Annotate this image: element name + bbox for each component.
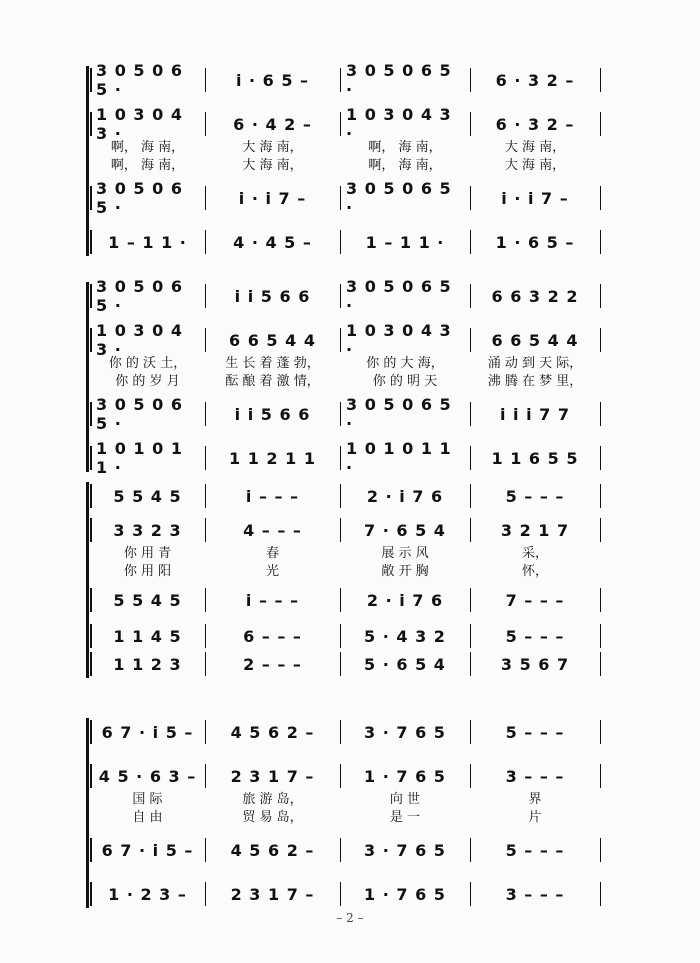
bar-line xyxy=(600,402,601,426)
lyric-line xyxy=(0,154,700,172)
bar-line xyxy=(90,588,92,612)
notation-measure: 5 5 4 5 xyxy=(113,590,182,610)
lyric-measure: 大 海 南， xyxy=(504,140,566,155)
bar-line xyxy=(470,112,471,136)
lyric-line xyxy=(0,136,700,154)
notation-line xyxy=(0,516,700,544)
notation-measure: 3 0 5 0 6 5 · xyxy=(346,395,452,433)
notation-measure: 3 0 5 0 6 5 · xyxy=(346,61,452,99)
bar-line xyxy=(205,624,206,648)
notation-measure: 6 7 · i 5 – xyxy=(101,722,194,742)
notation-measure: 4 – – – xyxy=(243,520,302,540)
bar-line xyxy=(205,484,206,508)
lyric-measure: 你 用 阳 xyxy=(123,564,172,579)
lyric-measure: 国 际 xyxy=(132,792,163,807)
bar-line xyxy=(470,838,471,862)
notation-measure: 1 1 2 3 xyxy=(113,654,182,674)
bar-line xyxy=(340,68,341,92)
notation-measure: 5 – – – xyxy=(505,840,565,860)
notation-measure: 5 – – – xyxy=(505,626,565,646)
notation-line xyxy=(0,395,700,433)
system-bracket xyxy=(86,718,89,908)
notation-measure: 1 · 7 6 5 xyxy=(364,884,446,904)
bar-line xyxy=(340,230,341,254)
notation-measure: 4 5 · 6 3 – xyxy=(98,766,197,786)
bar-line xyxy=(600,484,601,508)
bar-line xyxy=(205,720,206,744)
notation-measure: 1 1 4 5 xyxy=(113,626,182,646)
bar-line xyxy=(470,446,471,470)
lyric-measure: 啊， 海 南， xyxy=(368,140,442,155)
notation-measure: 5 · 4 3 2 xyxy=(364,626,446,646)
bar-line xyxy=(340,882,341,906)
lyric-measure: 你 用 青 xyxy=(123,546,172,561)
notation-measure: 3 · 7 6 5 xyxy=(364,722,446,742)
notation-measure: 3 – – – xyxy=(505,884,565,904)
lyric-measure: 啊， 海 南， xyxy=(110,140,185,155)
bar-line xyxy=(600,518,601,542)
bar-line xyxy=(90,484,92,508)
notation-measure: 3 0 5 0 6 5 · xyxy=(96,179,183,217)
bar-line xyxy=(340,518,341,542)
bar-line xyxy=(90,284,92,308)
lyric-measure: 贸 易 岛， xyxy=(242,810,303,825)
bar-line xyxy=(600,284,601,308)
bar-line xyxy=(90,230,92,254)
system-bracket xyxy=(86,482,89,678)
notation-line xyxy=(0,277,700,315)
bar-line xyxy=(600,720,601,744)
notation-measure: 3 · 7 6 5 xyxy=(364,840,446,860)
notation-measure: 2 · i 7 6 xyxy=(366,590,444,610)
bar-line xyxy=(340,402,341,426)
notation-line xyxy=(0,622,700,650)
bar-line xyxy=(470,588,471,612)
notation-measure: 1 0 3 0 4 3 · xyxy=(346,105,452,143)
notation-measure: 3 0 5 0 6 5 · xyxy=(346,179,452,217)
bar-line xyxy=(205,112,206,136)
bar-line xyxy=(470,624,471,648)
notation-measure: 3 0 5 0 6 5 · xyxy=(96,277,183,315)
lyric-measure: 界 xyxy=(528,792,542,807)
notation-measure: 6 7 · i 5 – xyxy=(101,840,194,860)
notation-measure: 1 – 1 1 · xyxy=(108,232,187,252)
bar-line xyxy=(90,652,92,676)
notation-measure: 3 5 6 7 xyxy=(500,654,570,674)
notation-measure: i – – – xyxy=(245,590,300,610)
bar-line xyxy=(90,328,92,352)
bar-line xyxy=(205,328,206,352)
lyric-measure: 敞 开 胸 xyxy=(381,564,429,579)
notation-line xyxy=(0,482,700,510)
notation-measure: i i i 7 7 xyxy=(500,404,570,424)
bar-line xyxy=(340,588,341,612)
notation-measure: 3 – – – xyxy=(505,766,565,786)
notation-measure: 1 1 6 5 5 xyxy=(491,448,579,468)
lyric-line xyxy=(0,560,700,578)
lyric-line xyxy=(0,806,700,824)
notation-measure: 3 3 2 3 xyxy=(113,520,182,540)
bar-line xyxy=(340,652,341,676)
notation-measure: i · i 7 – xyxy=(501,188,569,208)
notation-measure: 6 · 4 2 – xyxy=(233,114,312,134)
notation-measure: 6 · 3 2 – xyxy=(495,114,575,134)
notation-measure: 5 · 6 5 4 xyxy=(364,654,446,674)
bar-line xyxy=(600,328,601,352)
notation-measure: 2 3 1 7 – xyxy=(230,884,315,904)
bar-line xyxy=(470,764,471,788)
bar-line xyxy=(90,882,92,906)
notation-measure: i · i 7 – xyxy=(238,188,307,208)
notation-measure: 2 3 1 7 – xyxy=(230,766,315,786)
notation-line xyxy=(0,105,700,143)
bar-line xyxy=(600,446,601,470)
bar-line xyxy=(205,284,206,308)
bar-line xyxy=(600,624,601,648)
notation-measure: 5 – – – xyxy=(505,486,565,506)
bar-line xyxy=(90,446,92,470)
bar-line xyxy=(205,518,206,542)
system-bracket xyxy=(86,282,89,472)
bar-line xyxy=(470,230,471,254)
notation-measure: 7 · 6 5 4 xyxy=(364,520,446,540)
notation-measure: 1 1 2 1 1 xyxy=(229,448,316,468)
bar-line xyxy=(340,720,341,744)
bar-line xyxy=(600,764,601,788)
notation-line xyxy=(0,179,700,217)
notation-measure: 6 6 5 4 4 xyxy=(491,330,579,350)
notation-line xyxy=(0,880,700,908)
bar-line xyxy=(205,588,206,612)
notation-line xyxy=(0,321,700,359)
bar-line xyxy=(600,838,601,862)
notation-measure: 5 5 4 5 xyxy=(113,486,182,506)
notation-measure: 1 – 1 1 · xyxy=(365,232,445,252)
lyric-measure: 向 世 xyxy=(389,792,421,807)
bar-line xyxy=(205,838,206,862)
bar-line xyxy=(90,186,92,210)
notation-line xyxy=(0,762,700,790)
bar-line xyxy=(470,882,471,906)
notation-measure: 1 · 6 5 – xyxy=(495,232,575,252)
bar-line xyxy=(470,484,471,508)
bar-line xyxy=(340,186,341,210)
notation-measure: 3 0 5 0 6 5 · xyxy=(96,61,183,99)
lyric-measure: 你 的 明 天 xyxy=(372,374,438,389)
bar-line xyxy=(90,838,92,862)
lyric-line xyxy=(0,370,700,388)
notation-measure: 5 – – – xyxy=(505,722,565,742)
lyric-measure: 展 示 风 xyxy=(381,546,429,561)
lyric-measure: 啊， 海 南， xyxy=(110,158,185,173)
notation-line xyxy=(0,439,700,477)
notation-measure: 3 0 5 0 6 5 · xyxy=(346,277,452,315)
lyric-measure: 酝 酿 着 激 情， xyxy=(225,374,320,389)
bar-line xyxy=(340,838,341,862)
notation-measure: 1 0 1 0 1 1 · xyxy=(346,439,452,477)
bar-line xyxy=(205,186,206,210)
bar-line xyxy=(600,186,601,210)
page-number: – 2 – xyxy=(336,911,364,925)
lyric-measure: 片 xyxy=(528,810,542,825)
notation-measure: 1 · 7 6 5 xyxy=(364,766,446,786)
notation-measure: i i 5 6 6 xyxy=(234,286,311,306)
lyric-measure: 大 海 南， xyxy=(242,158,303,173)
notation-measure: 3 2 1 7 xyxy=(500,520,570,540)
bar-line xyxy=(205,402,206,426)
bar-line xyxy=(90,720,92,744)
notation-measure: 2 – – – xyxy=(243,654,302,674)
bar-line xyxy=(90,624,92,648)
notation-measure: 1 0 1 0 1 1 · xyxy=(96,439,183,477)
bar-line xyxy=(340,328,341,352)
lyric-measure: 生 长 着 蓬 勃， xyxy=(225,356,320,371)
bar-line xyxy=(205,68,206,92)
notation-measure: 1 0 3 0 4 3 · xyxy=(346,321,452,359)
lyric-measure: 啊， 海 南， xyxy=(368,158,442,173)
bar-line xyxy=(470,652,471,676)
notation-measure: 3 0 5 0 6 5 · xyxy=(96,395,183,433)
bar-line xyxy=(90,68,92,92)
bar-line xyxy=(600,68,601,92)
lyric-measure: 你 的 沃 土， xyxy=(108,356,187,371)
notation-measure: 4 5 6 2 – xyxy=(230,722,315,742)
lyric-measure: 大 海 南， xyxy=(504,158,566,173)
bar-line xyxy=(205,446,206,470)
system-bracket xyxy=(86,66,89,256)
notation-line xyxy=(0,718,700,746)
lyric-measure: 大 海 南， xyxy=(242,140,303,155)
bar-line xyxy=(205,230,206,254)
lyric-measure: 旅 游 岛， xyxy=(242,792,303,807)
lyric-measure: 怀， xyxy=(521,564,548,579)
notation-measure: 7 – – – xyxy=(505,590,565,610)
bar-line xyxy=(470,402,471,426)
notation-measure: 6 – – – xyxy=(243,626,302,646)
notation-line xyxy=(0,61,700,99)
notation-measure: i – – – xyxy=(245,486,300,506)
bar-line xyxy=(90,112,92,136)
notation-line xyxy=(0,650,700,678)
bar-line xyxy=(205,764,206,788)
notation-measure: 1 0 3 0 4 3 · xyxy=(96,321,183,359)
lyric-measure: 你 的 大 海， xyxy=(366,356,444,371)
bar-line xyxy=(600,112,601,136)
notation-line xyxy=(0,836,700,864)
lyric-measure: 沸 腾 在 梦 里， xyxy=(487,374,583,389)
lyric-line xyxy=(0,352,700,370)
notation-measure: 1 0 3 0 4 3 · xyxy=(96,105,183,143)
notation-measure: 6 6 5 4 4 xyxy=(229,330,316,350)
bar-line xyxy=(205,652,206,676)
bar-line xyxy=(470,720,471,744)
bar-line xyxy=(470,518,471,542)
bar-line xyxy=(600,230,601,254)
lyric-line xyxy=(0,788,700,806)
notation-measure: 4 · 4 5 – xyxy=(233,232,312,252)
bar-line xyxy=(600,588,601,612)
bar-line xyxy=(600,652,601,676)
lyric-measure: 采， xyxy=(521,546,548,561)
bar-line xyxy=(600,882,601,906)
notation-line xyxy=(0,228,700,256)
lyric-line xyxy=(0,542,700,560)
lyric-measure: 涌 动 到 天 际， xyxy=(487,356,583,371)
bar-line xyxy=(470,284,471,308)
notation-line xyxy=(0,586,700,614)
lyric-measure: 春 xyxy=(265,546,279,561)
bar-line xyxy=(90,518,92,542)
bar-line xyxy=(340,446,341,470)
lyric-measure: 是 一 xyxy=(389,810,421,825)
notation-measure: 4 5 6 2 – xyxy=(230,840,315,860)
notation-measure: 1 · 2 3 – xyxy=(108,884,187,904)
bar-line xyxy=(90,402,92,426)
bar-line xyxy=(470,186,471,210)
lyric-measure: 自 由 xyxy=(132,810,163,825)
notation-measure: i i 5 6 6 xyxy=(234,404,311,424)
bar-line xyxy=(90,764,92,788)
bar-line xyxy=(470,328,471,352)
notation-measure: i · 6 5 – xyxy=(235,70,310,90)
lyric-measure: 你 的 岁 月 xyxy=(115,374,180,389)
notation-measure: 2 · i 7 6 xyxy=(366,486,444,506)
bar-line xyxy=(340,764,341,788)
bar-line xyxy=(340,112,341,136)
bar-line xyxy=(340,484,341,508)
bar-line xyxy=(205,882,206,906)
bar-line xyxy=(470,68,471,92)
notation-measure: 6 6 3 2 2 xyxy=(491,286,579,306)
bar-line xyxy=(340,284,341,308)
notation-measure: 6 · 3 2 – xyxy=(495,70,575,90)
lyric-measure: 光 xyxy=(265,564,279,579)
bar-line xyxy=(340,624,341,648)
